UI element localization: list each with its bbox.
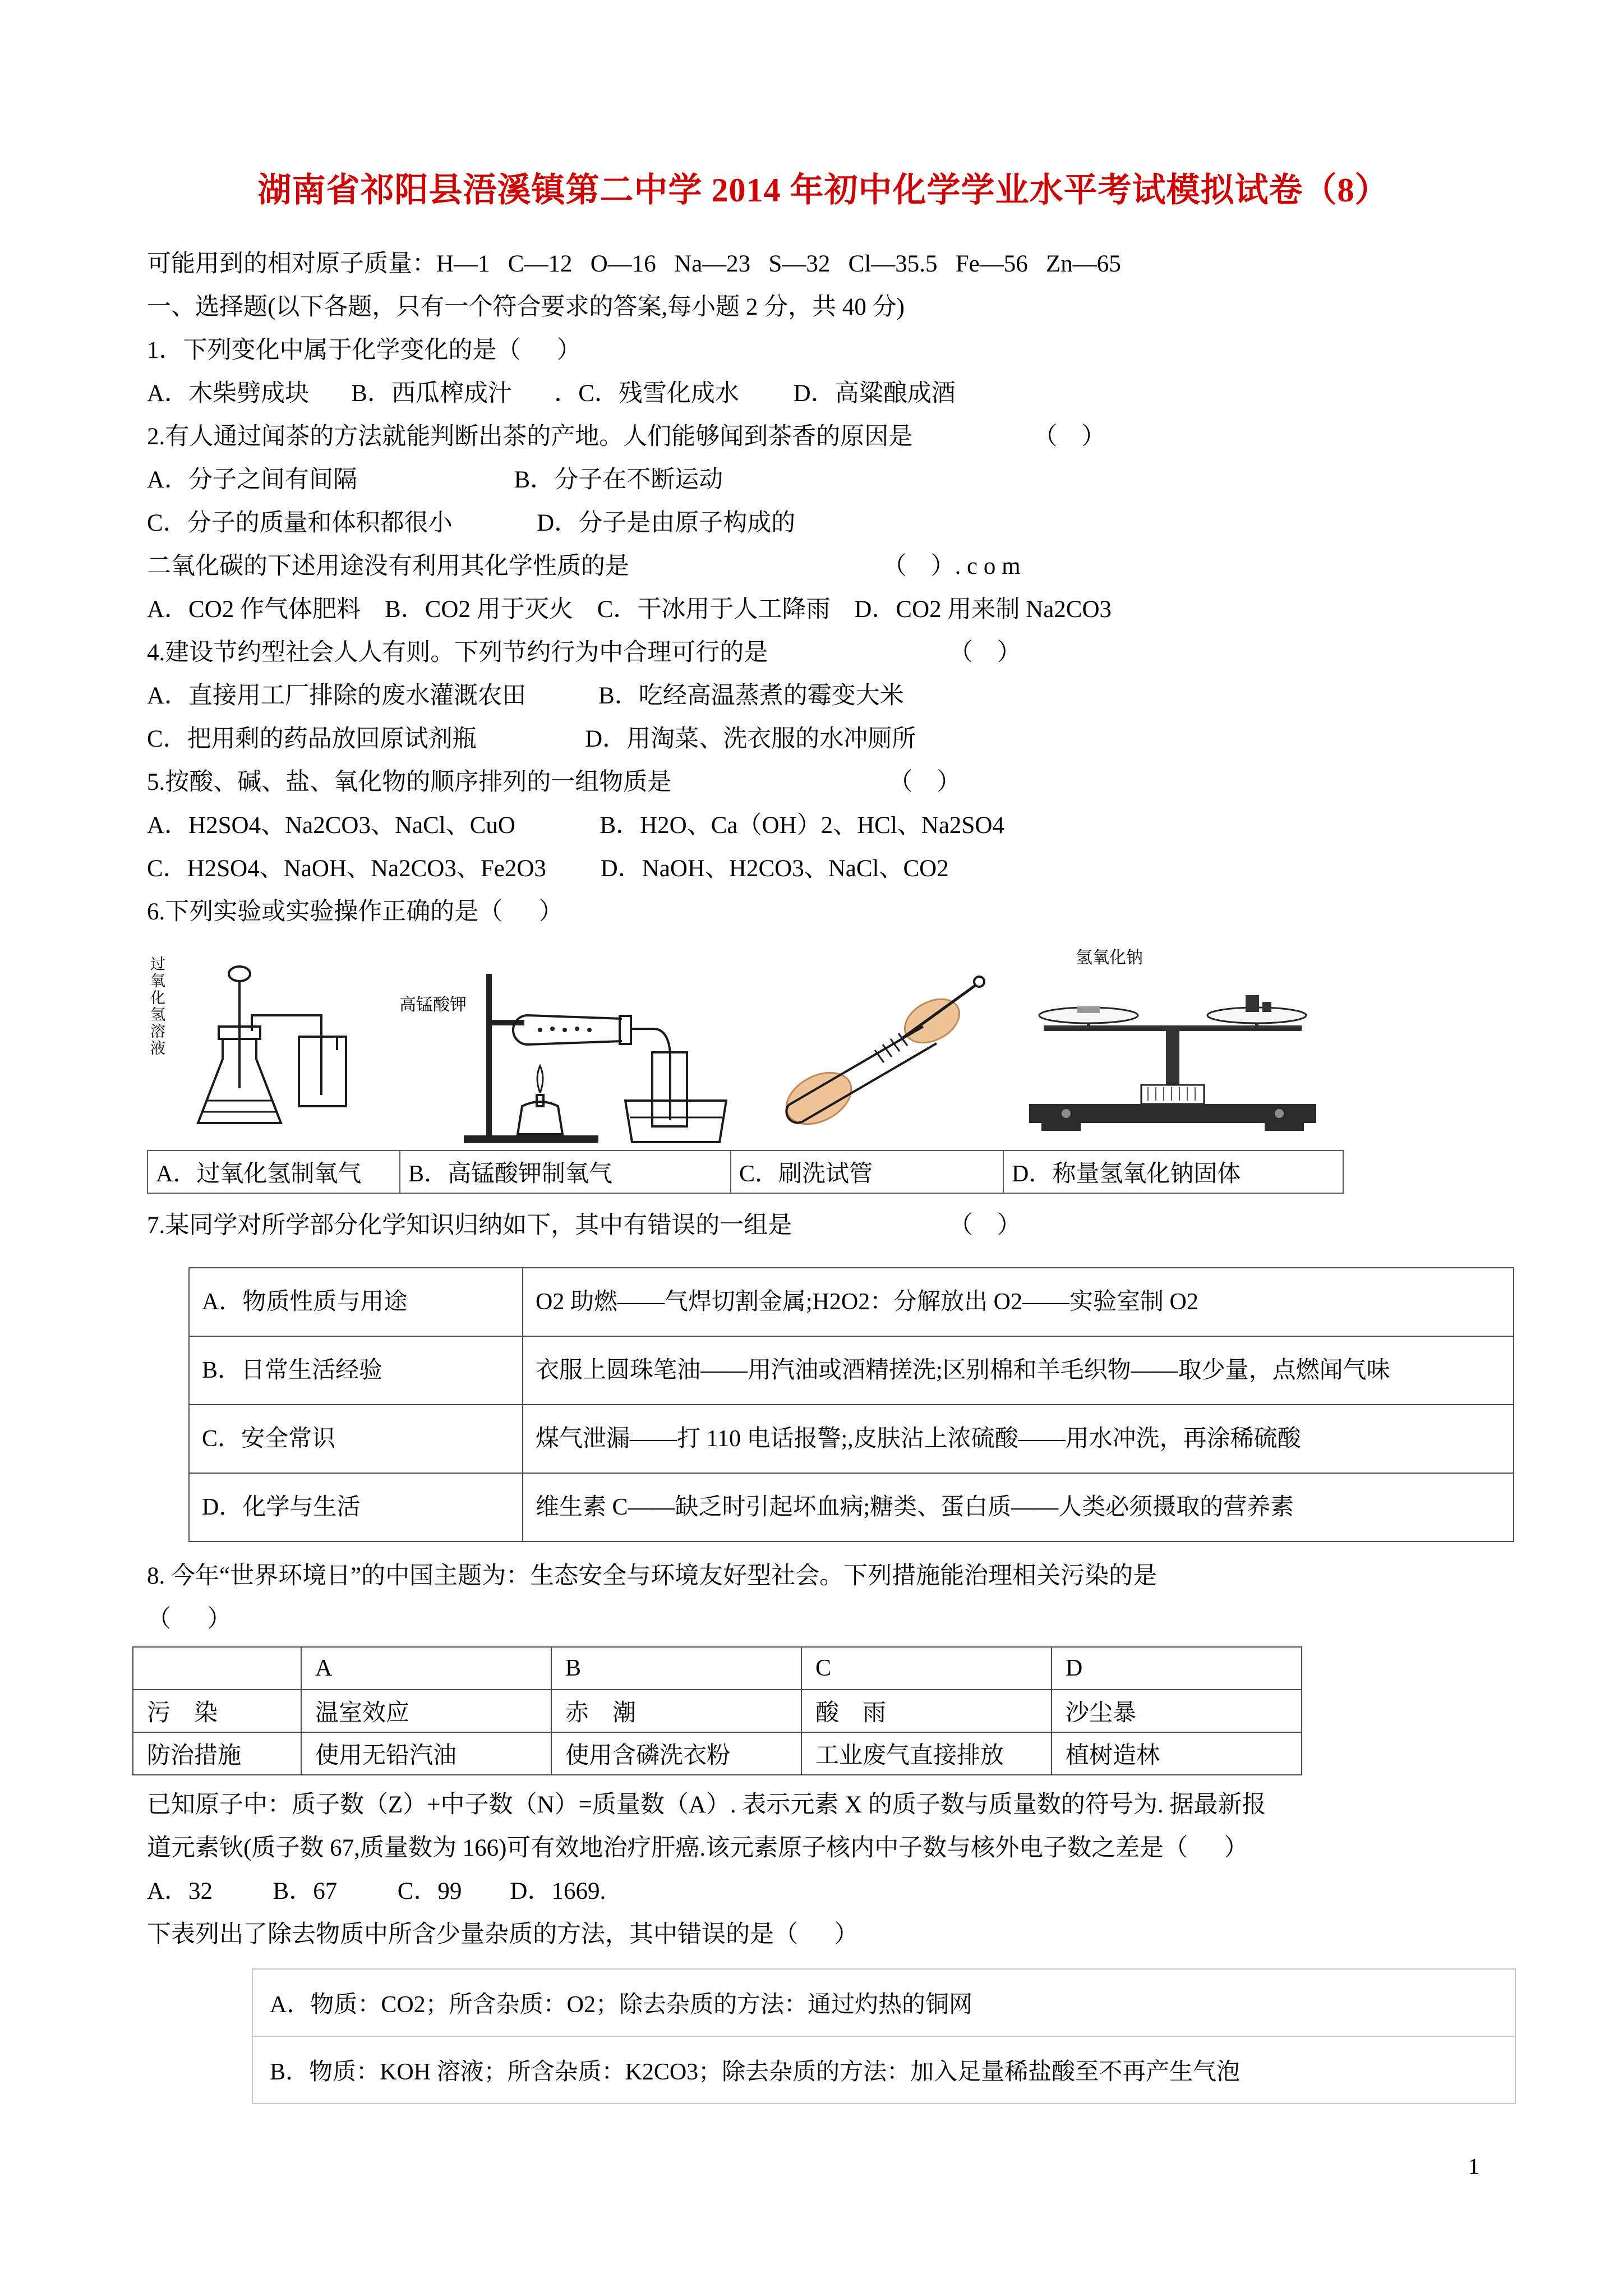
caption-b: B．高锰酸钾制氧气 bbox=[400, 1151, 731, 1193]
q8-pollution-a: 温室效应 bbox=[301, 1690, 551, 1732]
q8-pollution-d: 沙尘暴 bbox=[1052, 1690, 1302, 1732]
naoh-label: 氢氧化钠 bbox=[1076, 949, 1143, 967]
q8-pollution-b: 赤 潮 bbox=[551, 1690, 801, 1732]
figure-d-balance bbox=[1003, 941, 1343, 1150]
text-line-q4: 4.建设节约型社会人人有则。下列节约行为中合理可行的是 （ ） bbox=[147, 639, 1021, 666]
q8-header-d: D bbox=[1052, 1647, 1302, 1690]
text-line-q8: 8. 今年“世界环境日”的中国主题为：生态安全与环境友好型社会。下列措施能治理相关污染的是 bbox=[147, 1563, 1158, 1589]
kmno4-label: 高锰酸钾 bbox=[399, 996, 467, 1014]
text-line-q9-part2: 道元素钬(质子数 67,质量数为 166)可有效地治疗肝癌.该元素原子核内中子数与核外电子数之差是（ ） bbox=[147, 1835, 1248, 1861]
text-line-q3: 二氧化碳的下述用途没有利用其化学性质的是 （ ）. c o m bbox=[147, 553, 1021, 579]
text-line-q1-options: A．木柴劈成块 B．西瓜榨成汁 ．C．残雪化成水 D．高粱酿成酒 bbox=[147, 380, 956, 407]
figure-c-brush-testtube bbox=[730, 941, 1003, 1150]
table-row bbox=[189, 1405, 1514, 1473]
text-line-q7: 7.某同学对所学部分化学知识归纳如下，其中有错误的一组是 （ ） bbox=[147, 1212, 1021, 1239]
table-row bbox=[133, 1647, 1302, 1690]
brush-testtube-illustration bbox=[735, 954, 998, 1150]
table-row bbox=[252, 1969, 1515, 2036]
text-line-q8-paren: （ ） bbox=[147, 1606, 232, 1632]
table-row bbox=[189, 1336, 1514, 1405]
text-line-q1: 1．下列变化中属于化学变化的是（ ） bbox=[147, 337, 581, 364]
q8-header-a: A bbox=[301, 1647, 551, 1690]
q7-row-d-text: 维生素 C——缺乏时引起坏血病;糖类、蛋白质——人类必须摄取的营养素 bbox=[523, 1473, 1514, 1542]
doc-title: 湖南省祁阳县浯溪镇第二中学 2014 年初中化学学业水平考试模拟试卷（8） bbox=[257, 172, 1389, 209]
text-line-section-header: 一、选择题(以下各题，只有一个符合要求的答案,每小题 2 分，共 40 分) bbox=[147, 294, 905, 320]
q7-row-d-label: D．化学与生活 bbox=[189, 1473, 523, 1542]
text-line-q6: 6.下列实验或实验操作正确的是（ ） bbox=[147, 899, 563, 925]
experiment-figure-images bbox=[147, 941, 1343, 1150]
text-line-q4-options-ab: A．直接用工厂排除的废水灌溉农田 B．吃经高温蒸煮的霉变大米 bbox=[147, 683, 904, 709]
q8-pollution-c: 酸 雨 bbox=[801, 1690, 1052, 1732]
text-line-q10: 下表列出了除去物质中所含少量杂质的方法，其中错误的是（ ） bbox=[147, 1921, 859, 1948]
q8-header-b: B bbox=[551, 1647, 801, 1690]
text-line-q2: 2.有人通过闻茶的方法就能判断出茶的产地。人们能够闻到茶香的原因是 （ ） bbox=[147, 424, 1106, 450]
page-number: 1 bbox=[1468, 2154, 1479, 2179]
q8-measure-c: 工业废气直接排放 bbox=[801, 1732, 1052, 1775]
experiment-figure bbox=[147, 941, 1343, 1194]
q10-row-a: A．物质：CO2；所含杂质：O2；除去杂质的方法：通过灼热的铜网 bbox=[252, 1969, 1515, 2036]
q7-row-b-label: B．日常生活经验 bbox=[189, 1336, 523, 1405]
knowledge-summary-table bbox=[188, 1267, 1514, 1542]
h2o2-solution-label: 过氧化氢溶液 bbox=[148, 956, 165, 1057]
caption-a: A．过氧化氢制氧气 bbox=[147, 1151, 400, 1193]
q8-measure-d: 植树造林 bbox=[1052, 1732, 1302, 1775]
text-line-q2-options-cd: C．分子的质量和体积都很小 D．分子是由原子构成的 bbox=[147, 510, 796, 536]
q8-measure-b: 使用含磷洗衣粉 bbox=[551, 1732, 801, 1775]
text-line-q9-part1: 已知原子中：质子数（Z）+中子数（N）=质量数（A）. 表示元素 X 的质子数与质量数的符号为. 据最新报 bbox=[147, 1792, 1266, 1818]
q10-row-b: B．物质：KOH 溶液；所含杂质：K2CO3；除去杂质的方法：加入足量稀盐酸至不再产生气泡 bbox=[252, 2036, 1515, 2104]
table-row bbox=[252, 2036, 1515, 2104]
q7-row-c-text: 煤气泄漏——打 110 电话报警;,皮肤沾上浓硫酸——用水冲洗，再涂稀硫酸 bbox=[523, 1405, 1514, 1473]
impurity-removal-table bbox=[252, 1968, 1516, 2104]
q8-measure-label: 防治措施 bbox=[133, 1732, 301, 1775]
table-row bbox=[189, 1268, 1514, 1336]
text-line-atomic-mass: 可能用到的相对原子质量：H—1 C—12 O—16 Na—23 S—32 Cl—35.5 Fe—56 Zn—65 bbox=[147, 251, 1121, 277]
q8-pollution-label: 污 染 bbox=[133, 1690, 301, 1732]
table-row bbox=[133, 1690, 1302, 1732]
text-line-q4-options-cd: C．把用剩的药品放回原试剂瓶 D．用淘菜、洗衣服的水冲厕所 bbox=[147, 726, 916, 752]
caption-c: C．刷洗试管 bbox=[731, 1151, 1003, 1193]
pollution-table bbox=[132, 1646, 1302, 1775]
q7-row-a-label: A．物质性质与用途 bbox=[189, 1268, 523, 1336]
q7-row-b-text: 衣服上圆珠笔油——用汽油或酒精搓洗;区别棉和羊毛织物——取少量，点燃闻气味 bbox=[523, 1336, 1514, 1405]
q8-measure-a: 使用无铅汽油 bbox=[301, 1732, 551, 1775]
text-line-q2-options-ab: A．分子之间有间隔 B．分子在不断运动 bbox=[147, 467, 723, 493]
text-line-q3-options: A．CO2 作气体肥料 B．CO2 用于灭火 C．干冰用于人工降雨 D．CO2 用来制 Na2CO3 bbox=[147, 596, 1112, 623]
q8-header-blank bbox=[133, 1647, 301, 1690]
table-row bbox=[133, 1732, 1302, 1775]
text-line-q5-options-cd: C．H2SO4、NaOH、Na2CO3、Fe2O3 D．NaOH、H2CO3、NaCl、CO2 bbox=[147, 855, 949, 882]
figure-caption-table bbox=[147, 1150, 1344, 1194]
text-line-q9-options: A．32 B．67 C．99 D．1669. bbox=[147, 1878, 606, 1904]
text-line-q5: 5.按酸、碱、盐、氧化物的顺序排列的一组物质是 （ ） bbox=[147, 769, 961, 795]
q7-row-c-label: C．安全常识 bbox=[189, 1405, 523, 1473]
text-line-q5-options-ab: A．H2SO4、Na2CO3、NaCl、CuO B．H2O、Ca（OH）2、HCl、Na2SO4 bbox=[147, 812, 1004, 839]
stand-testtube-illustration bbox=[402, 954, 727, 1150]
figure-a-h2o2-apparatus bbox=[147, 941, 399, 1150]
q7-row-a-text: O2 助燃——气焊切割金属;H2O2：分解放出 O2——实验室制 O2 bbox=[523, 1268, 1514, 1336]
caption-d: D．称量氢氧化钠固体 bbox=[1003, 1151, 1343, 1193]
q8-header-c: C bbox=[801, 1647, 1052, 1690]
table-row bbox=[189, 1473, 1514, 1542]
balance-illustration bbox=[1004, 959, 1341, 1150]
figure-caption-row bbox=[147, 1151, 1343, 1193]
flask-funnel-illustration bbox=[155, 954, 391, 1150]
figure-b-kmno4-apparatus bbox=[399, 941, 730, 1150]
